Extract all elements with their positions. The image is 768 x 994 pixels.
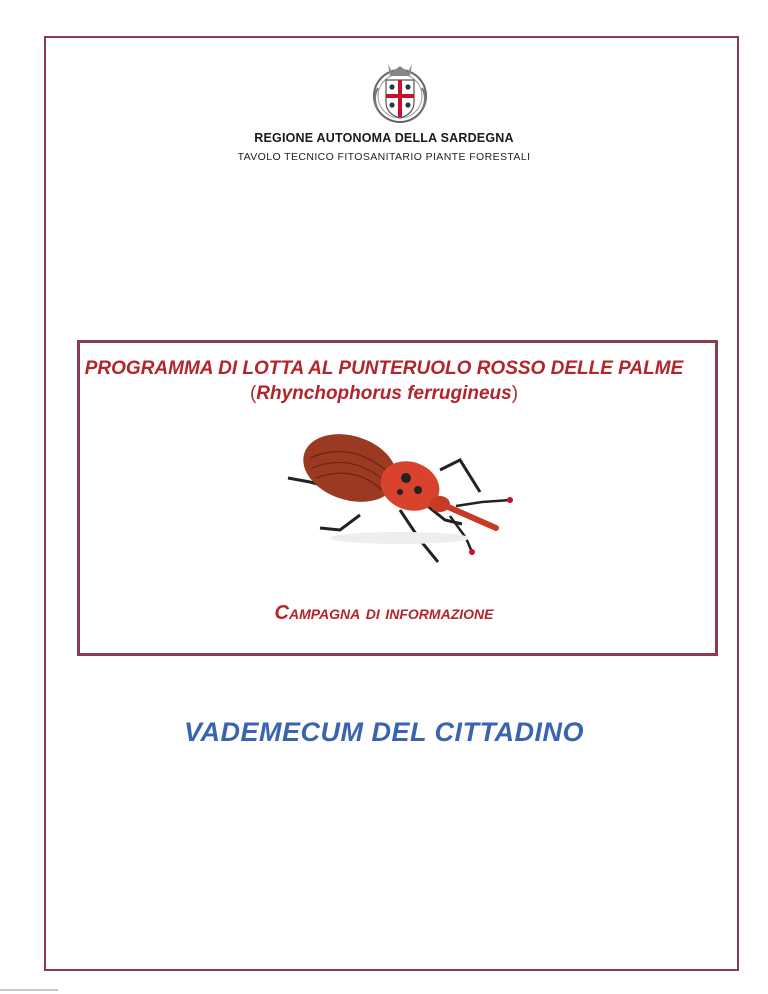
- document-title: VADEMECUM DEL CITTADINO: [184, 717, 584, 747]
- region-name: REGIONE AUTONOMA DELLA SARDEGNA: [254, 131, 514, 145]
- campaign-title: [0, 602, 768, 625]
- program-title: PROGRAMMA DI LOTTA AL PUNTERUOLO ROSSO DELLE PALME: [84, 358, 684, 379]
- species-line: [0, 383, 768, 405]
- technical-table-name: TAVOLO TECNICO FITOSANITARIO PIANTE FORESTALI: [237, 151, 531, 163]
- campaign-label: Campagna di informazione: [274, 602, 494, 624]
- species-close-paren: ): [511, 383, 519, 404]
- red-palm-weevil-icon: [270, 420, 530, 580]
- species-open-paren: (: [249, 383, 257, 404]
- species-name: Rhynchophorus ferrugineus: [256, 383, 512, 404]
- sardinia-crest-icon: [364, 58, 436, 130]
- scan-edge-mark: [0, 989, 58, 991]
